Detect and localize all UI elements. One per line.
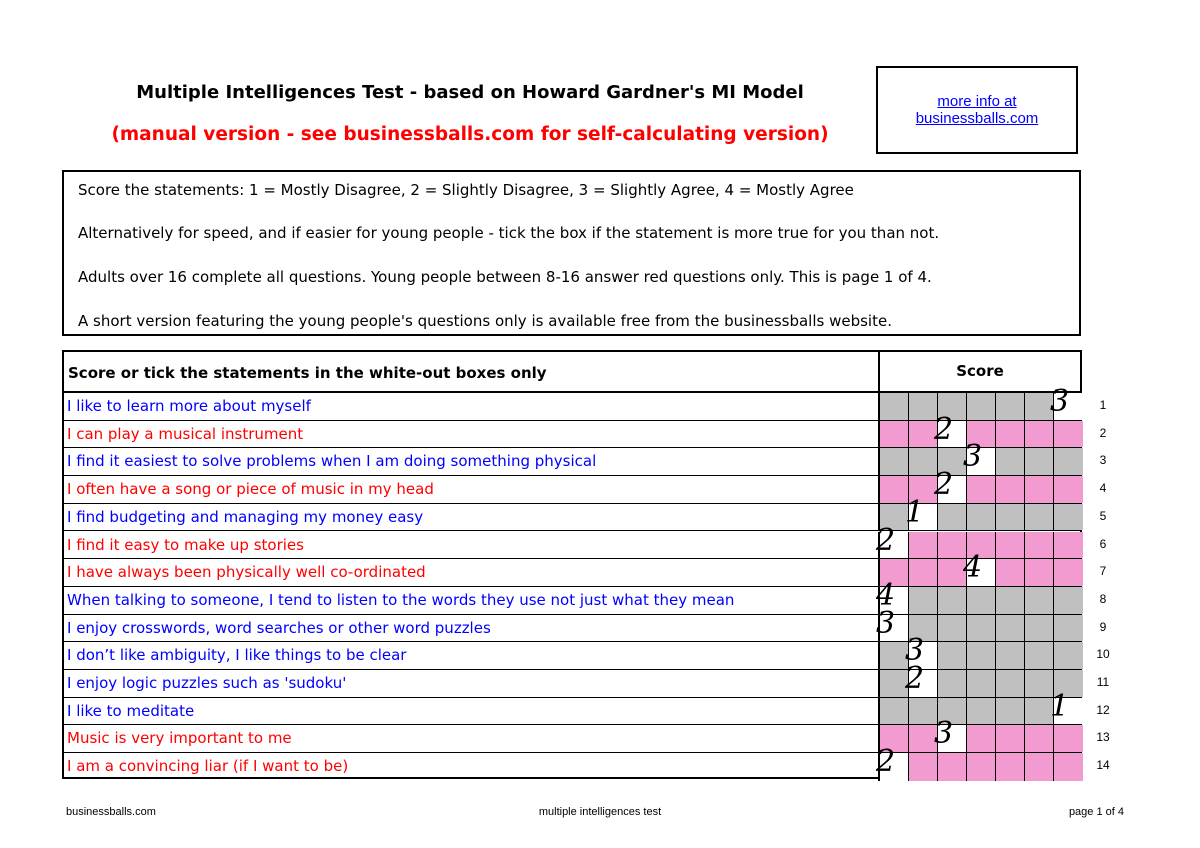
question-number: 10 xyxy=(1096,647,1110,662)
score-cell[interactable] xyxy=(876,744,909,781)
score-cell xyxy=(996,559,1025,586)
score-cell[interactable] xyxy=(905,661,938,697)
question-number: 11 xyxy=(1096,675,1110,689)
score-cell xyxy=(996,532,1025,559)
score-cell[interactable] xyxy=(934,467,967,503)
score-cell xyxy=(880,448,909,475)
score-cell xyxy=(938,615,967,642)
score-cell[interactable] xyxy=(934,716,967,752)
score-cell xyxy=(967,615,996,642)
score-cell xyxy=(938,587,967,614)
table-row xyxy=(64,716,1080,753)
score-cell xyxy=(996,421,1025,448)
score-cell xyxy=(996,642,1025,669)
table-row xyxy=(64,439,1080,476)
question-text: I like to learn more about myself xyxy=(67,397,311,415)
question-text: When talking to someone, I tend to listen to the words they use not just what they mean xyxy=(67,590,735,609)
score-cell xyxy=(909,753,938,781)
question-text: Music is very important to me xyxy=(67,729,292,748)
score-cell xyxy=(1025,504,1054,531)
score-cell xyxy=(1054,421,1083,448)
score-cell xyxy=(967,670,996,697)
score-cell xyxy=(1025,476,1054,503)
score-cell xyxy=(1054,615,1083,642)
table-row xyxy=(64,522,1080,560)
header-score: Score xyxy=(878,352,1080,391)
score-cell xyxy=(880,393,909,420)
score-cell xyxy=(996,587,1025,614)
score-cell xyxy=(996,615,1025,642)
score-cell xyxy=(938,642,967,669)
handwritten-score: 3 xyxy=(1050,384,1070,419)
question-number: 14 xyxy=(1096,758,1110,773)
score-cell xyxy=(996,504,1025,531)
score-table xyxy=(62,350,1082,779)
score-cell xyxy=(1025,615,1054,642)
question-text: I find budgeting and managing my money easy xyxy=(67,507,424,526)
score-cell xyxy=(967,476,996,503)
handwritten-score: 3 xyxy=(934,716,954,752)
score-cell xyxy=(967,725,996,752)
table-row xyxy=(64,577,1080,615)
table-row xyxy=(64,744,1080,781)
table-row xyxy=(64,467,1080,504)
table-row xyxy=(64,494,1080,532)
score-cells xyxy=(878,716,1083,752)
page-subtitle: (manual version - see businessballs.com for self-calculating version) xyxy=(111,124,829,145)
question-text: I have always been physically well co-ordinated xyxy=(67,563,426,582)
score-cell xyxy=(1054,587,1083,614)
score-cell xyxy=(996,476,1025,503)
table-row xyxy=(64,384,1080,421)
question-number: 3 xyxy=(1099,453,1107,468)
score-cell xyxy=(938,753,967,781)
footer-center: multiple intelligences test xyxy=(538,806,662,818)
score-cell xyxy=(996,448,1025,475)
score-cell xyxy=(1054,532,1083,559)
score-cell[interactable] xyxy=(905,494,938,531)
question-number: 4 xyxy=(1099,481,1107,496)
table-header-row xyxy=(64,352,1080,393)
score-cell xyxy=(1025,753,1054,781)
score-cell xyxy=(1054,504,1083,531)
question-text: I find it easy to make up stories xyxy=(67,535,304,554)
table-row xyxy=(64,661,1080,698)
question-text: I am a convincing liar (if I want to be) xyxy=(67,757,349,776)
score-cell xyxy=(996,753,1025,781)
handwritten-score: 1 xyxy=(1050,688,1070,724)
table-row xyxy=(64,605,1080,643)
score-cell xyxy=(996,725,1025,752)
score-cell xyxy=(1025,587,1054,614)
score-cell xyxy=(1054,753,1083,781)
handwritten-score: 3 xyxy=(876,605,896,641)
header-statement: Score or tick the statements in the white-out boxes only xyxy=(68,364,547,382)
score-cell[interactable] xyxy=(1050,688,1083,725)
score-cell xyxy=(967,393,996,420)
handwritten-score: 2 xyxy=(905,661,925,696)
score-cell xyxy=(1025,532,1054,559)
instruction-line: Score the statements: 1 = Mostly Disagree, 2 = Slightly Disagree, 3 = Slightly Agree, 4 = Mostly Agree xyxy=(78,181,854,199)
handwritten-score: 2 xyxy=(934,411,954,447)
score-cell xyxy=(1054,559,1083,586)
question-text: I find it easiest to solve problems when I am doing something physical xyxy=(67,452,597,471)
score-cell xyxy=(938,670,967,697)
table-row xyxy=(64,688,1080,726)
score-cell xyxy=(1054,725,1083,752)
handwritten-score: 3 xyxy=(905,633,925,669)
question-text: I often have a song or piece of music in my head xyxy=(67,480,434,499)
score-cell xyxy=(1025,448,1054,475)
handwritten-score: 3 xyxy=(963,439,983,475)
info-link-line2[interactable]: businessballs.com xyxy=(915,110,1039,127)
question-number: 12 xyxy=(1096,702,1110,717)
score-cell xyxy=(1054,642,1083,669)
score-cell xyxy=(880,698,909,725)
score-cell xyxy=(1025,421,1054,448)
question-number: 13 xyxy=(1096,730,1110,745)
question-text: I can play a musical instrument xyxy=(67,424,304,443)
score-cell xyxy=(996,698,1025,725)
score-cells xyxy=(878,439,1083,475)
question-number: 6 xyxy=(1099,536,1107,551)
score-cell[interactable] xyxy=(963,439,996,475)
page-title: Multiple Intelligences Test - based on Howard Gardner's MI Model xyxy=(136,82,804,103)
score-cells xyxy=(878,494,1083,531)
instructions-box xyxy=(62,170,1081,336)
score-cell xyxy=(909,559,938,586)
score-cell xyxy=(909,587,938,614)
score-cells xyxy=(878,688,1083,725)
question-number: 8 xyxy=(1099,591,1107,606)
table-row xyxy=(64,411,1080,449)
score-cell xyxy=(1025,725,1054,752)
handwritten-score: 4 xyxy=(963,550,983,586)
score-cell xyxy=(967,504,996,531)
info-link-line1[interactable]: more info at xyxy=(937,93,1017,110)
score-cell xyxy=(996,670,1025,697)
question-text: I enjoy crosswords, word searches or other word puzzles xyxy=(67,618,491,637)
question-text: I don’t like ambiguity, I like things to be clear xyxy=(67,646,407,665)
footer-left: businessballs.com xyxy=(66,806,156,818)
score-cell xyxy=(1054,476,1083,503)
instruction-line: Adults over 16 complete all questions. Young people between 8-16 answer red questions only. This is page 1 of 4. xyxy=(78,268,932,286)
question-text: I enjoy logic puzzles such as 'sudoku' xyxy=(67,674,347,692)
score-cell[interactable] xyxy=(1050,384,1083,420)
handwritten-score: 2 xyxy=(876,744,896,780)
score-cell[interactable] xyxy=(876,522,909,559)
footer-right: page 1 of 4 xyxy=(1068,806,1124,818)
handwritten-score: 2 xyxy=(876,522,896,558)
table-row xyxy=(64,633,1080,670)
score-cell xyxy=(996,393,1025,420)
handwritten-score: 2 xyxy=(934,467,954,503)
score-cell xyxy=(1054,448,1083,475)
score-cell xyxy=(938,504,967,531)
score-cell xyxy=(880,421,909,448)
handwritten-score: 1 xyxy=(905,494,925,530)
score-cells xyxy=(878,384,1083,420)
question-number: 9 xyxy=(1099,619,1107,634)
score-cell[interactable] xyxy=(963,550,996,586)
score-cell xyxy=(1025,642,1054,669)
question-number: 2 xyxy=(1099,425,1107,440)
score-cells xyxy=(876,744,1083,781)
handwritten-score: 4 xyxy=(876,577,896,613)
question-number: 1 xyxy=(1099,398,1107,412)
score-cells xyxy=(876,577,1083,614)
score-cell xyxy=(967,587,996,614)
question-text: I like to meditate xyxy=(67,701,195,720)
question-number: 5 xyxy=(1099,508,1107,523)
table-row xyxy=(64,550,1080,587)
instruction-line: A short version featuring the young people's questions only is available free from the businessballs website. xyxy=(78,312,892,330)
score-cell xyxy=(967,642,996,669)
score-cells xyxy=(878,550,1083,586)
score-cell xyxy=(909,532,938,559)
score-cell xyxy=(967,753,996,781)
info-box xyxy=(876,66,1078,154)
score-cell xyxy=(967,698,996,725)
score-cell xyxy=(1025,559,1054,586)
question-number: 7 xyxy=(1099,564,1107,579)
instruction-line: Alternatively for speed, and if easier for young people - tick the box if the statement is more true for you than not. xyxy=(78,224,940,242)
